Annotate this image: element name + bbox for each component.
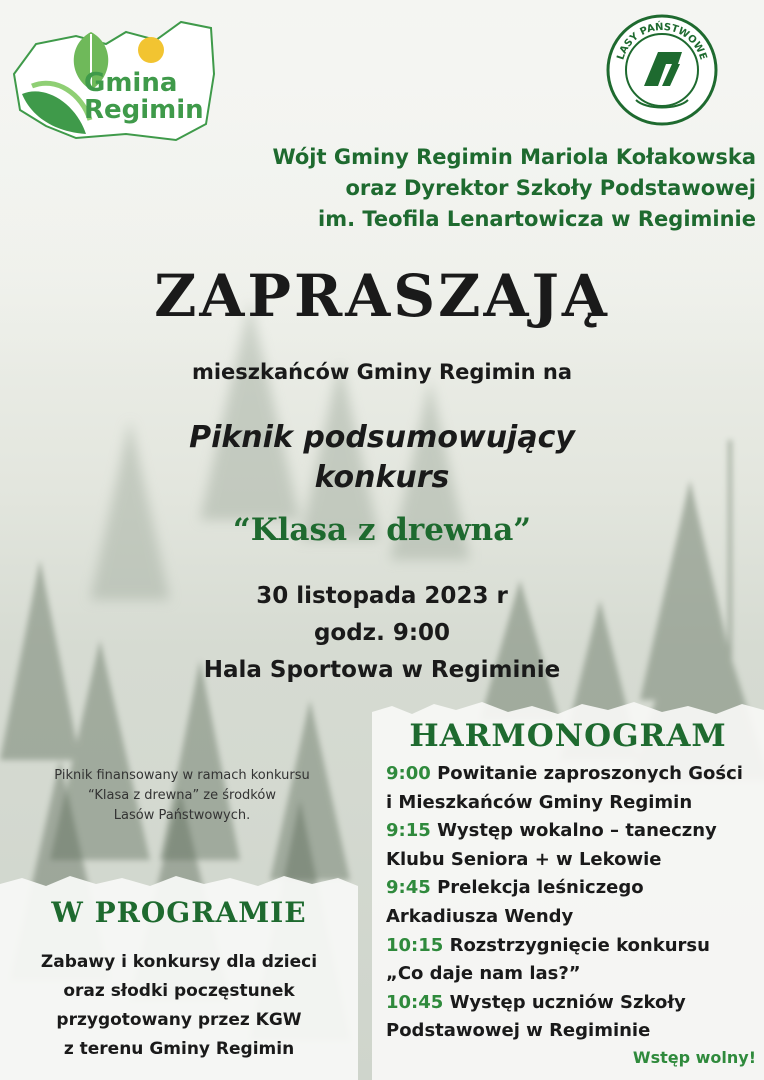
schedule-title: HARMONOGRAM [409,718,727,754]
schedule-text-cont: „Co daje nam las?” [386,963,581,985]
schedule-text: Prelekcja leśniczego [437,877,644,899]
schedule-text: Rozstrzygnięcie konkursu [449,934,710,956]
event-title [0,418,764,498]
event-title-line2: konkurs [314,460,450,495]
schedule-time: 10:45 [386,991,444,1013]
event-details [0,578,764,689]
organizer-line-1: Wójt Gminy Regimin Mariola Kołakowska [272,145,756,169]
funding-line-3: Lasów Państwowych. [113,808,251,823]
event-date: 30 listopada 2023 r [256,583,508,609]
schedule-time: 9:00 [386,763,431,784]
schedule-item [386,760,758,817]
schedule-text-cont: Arkadiusza Wendy [386,905,574,927]
program-title: W PROGRAMIE [51,896,307,929]
free-entry: Wstęp wolny! [632,1048,756,1067]
program-line-1: Zabawy i konkursy dla dzieci [40,952,318,972]
organizer-line-2: oraz Dyrektor Szkoły Podstawowej [345,176,756,200]
organizer-line-3: im. Teofila Lenartowicza w Regiminie [318,207,756,231]
program-line-2: oraz słodki poczęstunek [63,981,295,1001]
schedule-text: Występ wokalno – taneczny [437,820,717,842]
schedule-item [386,932,758,989]
program-text [0,948,358,1064]
schedule-text-cont: Klubu Seniora + w Lekowie [386,848,662,870]
gmina-logo-line2: Regimin [84,95,204,125]
event-time: godz. 9:00 [313,620,451,646]
schedule-item [386,817,758,874]
gmina-logo-line1: Gmina [84,68,178,98]
gmina-logo-text [84,70,204,124]
funding-line-2: “Klasa z drewna” ze środków [88,788,276,803]
event-place: Hala Sportowa w Regiminie [203,657,561,683]
event-title-line1: Piknik podsumowujący [189,420,575,455]
funding-note [20,766,344,826]
contest-name: “Klasa z drewna” [232,512,532,548]
funding-line-1: Piknik finansowany w ramach konkursu [54,768,310,783]
schedule-time: 10:15 [386,934,444,956]
lasy-seal-lettering [606,14,718,126]
schedule-text-cont: i Mieszkańców Gminy Regimin [386,791,693,813]
invite-heading: ZAPRASZAJĄ [154,262,610,330]
schedule-text: Powitanie zaproszonych Gości [437,763,743,784]
organizers [272,142,756,235]
audience-line: mieszkańców Gminy Regimin na [191,360,573,384]
schedule-item [386,874,758,931]
schedule-item [386,989,758,1046]
schedule-text: Występ uczniów Szkoły [449,991,686,1013]
schedule-text-cont: Podstawowej w Regiminie [386,1020,651,1042]
schedule-list [386,760,758,1046]
schedule-time: 9:15 [386,820,431,842]
program-line-4: z terenu Gminy Regimin [63,1039,295,1059]
schedule-time: 9:45 [386,877,431,899]
program-line-3: przygotowany przez KGW [56,1010,302,1030]
svg-text:LASY PAŃSTWOWE: LASY PAŃSTWOWE [615,21,709,62]
